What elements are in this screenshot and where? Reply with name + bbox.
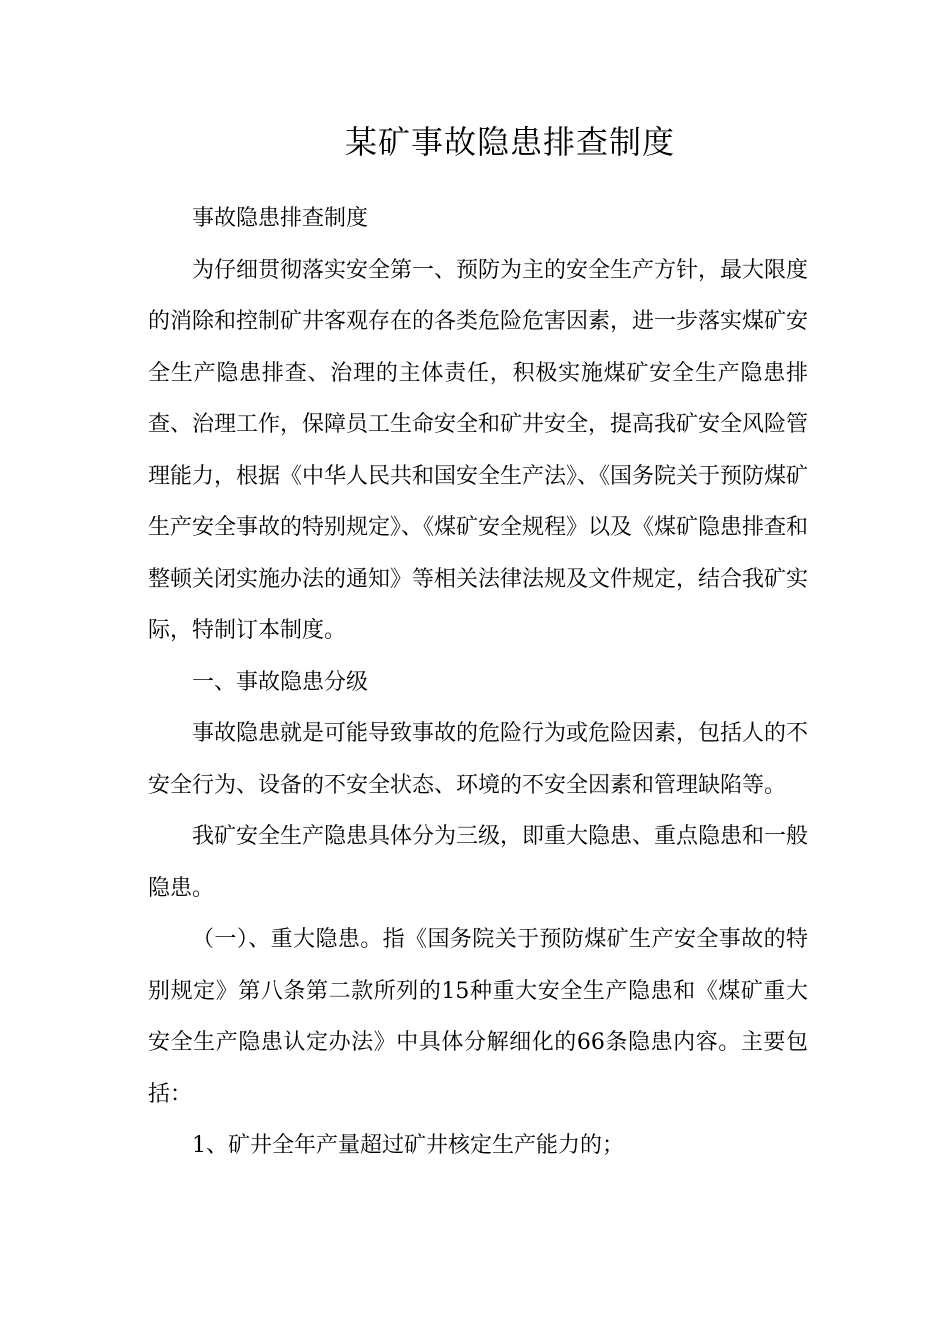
paragraph-levels: 我矿安全生产隐患具体分为三级，即重大隐患、重点隐患和一般隐患。 bbox=[148, 824, 809, 901]
paragraph-purpose: 为仔细贯彻落实安全第一、预防为主的安全生产方针，最大限度的消除和控制矿井客观存在的各类危险危害因素，进一步落实煤矿安全生产隐患排查、治理的主体责任，积极实施煤矿安全生产隐患排查、治理工作，保障员工生命安全和矿井安全，提高我矿安全风险管理能力，根据《中华人民共和国安全生产法》、《国务院关于预防煤矿生产安全事故的特别规定》、《煤矿安全规程》以及《煤矿隐患排查和整顿关闭实施办法的通知》等相关法律法规及文件规定，结合我矿实际，特制订本制度。 bbox=[148, 257, 809, 643]
paragraph-definition: 事故隐患就是可能导致事故的危险行为或危险因素，包括人的不安全行为、设备的不安全状态、环境的不安全因素和管理缺陷等。 bbox=[148, 721, 809, 798]
paragraph-major-hazards: （一）、重大隐患。指《国务院关于预防煤矿生产安全事故的特别规定》第八条第二款所列的15种重大安全生产隐患和《煤矿重大安全生产隐患认定办法》中具体分解细化的66条隐患内容。主要包括： bbox=[148, 927, 808, 1107]
document-title: 某矿事故隐患排查制度 bbox=[344, 123, 675, 161]
section-heading-system: 事故隐患排查制度 bbox=[192, 206, 369, 231]
list-item-1: 1、矿井全年产量超过矿井核定生产能力的； bbox=[192, 1133, 624, 1158]
section-heading-classification: 一、事故隐患分级 bbox=[192, 669, 369, 695]
document-body bbox=[148, 193, 808, 1172]
